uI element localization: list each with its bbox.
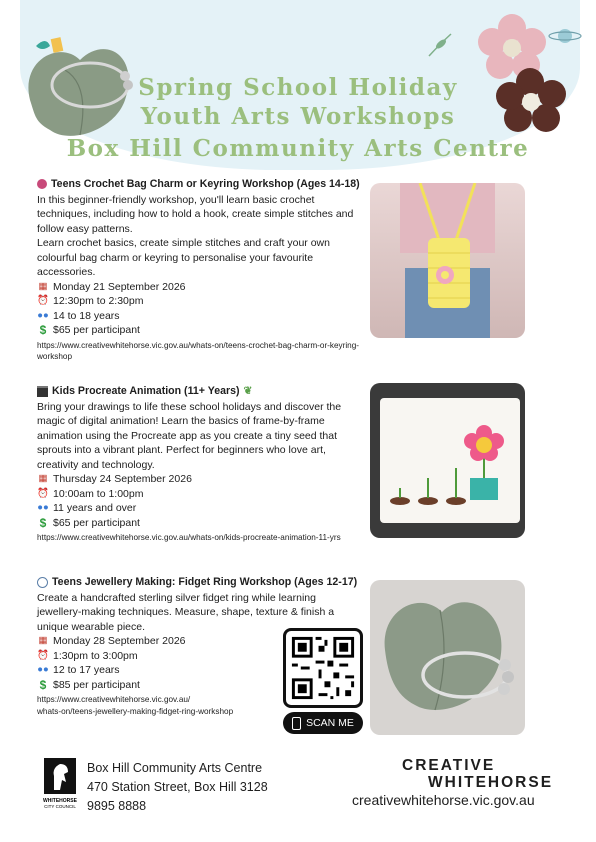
calendar-icon: ▦ [38,635,48,646]
workshop-link-line2[interactable]: whats-on/teens-jewellery-making-fidget-ring-workshop [37,706,234,716]
whitehorse-council-logo [42,758,78,810]
workshop-description-2: Learn crochet basics, create simple stitches and craft your own colourful bag charm or keyring to personalise your favourite accessories. [37,237,330,278]
workshop-title: Kids Procreate Animation (11+ Years) [52,385,240,397]
brand-line2: WHITEHORSE [428,774,554,791]
workshop-description: In this beginner-friendly workshop, you'll learn basic crochet techniques, including how to hold a hook, create simple stitches and follow easy patterns. [37,193,354,235]
workshop-time: 1:30pm to 3:00pm [53,649,138,662]
dollar-icon: $ [39,677,47,692]
workshop-price: $65 per participant [53,324,140,336]
workshop-ages: 12 to 17 years [53,664,120,676]
workshop-ages: 11 years and over [53,502,137,514]
qr-code[interactable] [283,628,363,708]
ring-icon [37,577,48,588]
sparkle-icon [30,32,70,62]
workshop-date: Thursday 24 September 2026 [53,473,192,485]
brand-website[interactable]: creativewhitehorse.vic.gov.au [352,792,535,808]
venue-address: 470 Station Street, Box Hill 3128 [87,780,268,794]
workshop-procreate [37,384,362,544]
workshop-time: 10:00am to 1:00pm [53,487,144,500]
workshop-title: Teens Jewellery Making: Fidget Ring Workshop (Ages 12-17) [52,576,358,588]
header-title-line3: Box Hill Community Arts Centre [66,135,530,162]
seedling-icon: ❦ [243,385,253,397]
venue-contact [87,759,268,816]
workshop-time: 12:30pm to 2:30pm [53,295,144,307]
workshop-link-line1[interactable]: https://www.creativewhitehorse.vic.gov.au/ [37,695,191,704]
yarn-icon [37,179,47,189]
people-icon: ●● [37,309,49,321]
procreate-tablet-photo [370,383,525,538]
workshop-date: Monday 28 September 2026 [53,635,186,647]
workshop-description: Bring your drawings to life these school holidays and discover the magic of digital animation! Learn the basics of frame-by-frame animation using the Procreate app as you create a tiny seed that sprouts into a vibrant plant. Perfect for beginners who love art, creativity and technology. [37,400,342,471]
scan-me-label: SCAN ME [306,717,354,729]
venue-phone[interactable]: 9895 8888 [87,799,147,813]
workshop-price: $65 per participant [53,516,140,529]
workshop-price: $85 per participant [53,678,140,691]
brand-line1: CREATIVE [402,757,496,774]
alarm-clock-icon: ⏰ [37,487,49,499]
calendar-icon: ▦ [38,280,48,292]
workshop-date: Monday 21 September 2026 [53,280,186,293]
dollar-icon: $ [39,515,47,530]
header-title-line1: Spring School Holiday [138,74,458,101]
venue-name: Box Hill Community Arts Centre [87,761,263,775]
alarm-clock-icon: ⏰ [37,649,49,661]
people-icon: ●● [37,664,49,675]
creative-whitehorse-brand [352,757,553,809]
header-title-line2: Youth Arts Workshops [140,103,456,130]
crochet-bag-photo [370,183,525,338]
workshop-description: Create a handcrafted sterling silver fidget ring while learning jewellery-making techniques. Measure, shape, texture & finish a unique wearable piece. [37,591,335,633]
svg-text:WHITEHORSE: WHITEHORSE [43,798,77,804]
svg-text:CITY COUNCIL: CITY COUNCIL [44,804,76,809]
clapperboard-icon [37,386,48,397]
workshop-link[interactable]: https://www.creativewhitehorse.vic.gov.au/whats-on/teens-crochet-bag-charm-or-keyring-workshop [37,340,360,361]
sprig-icon [425,30,455,60]
planet-icon [548,24,582,48]
fidget-ring-photo [370,580,525,735]
scan-me-button[interactable] [283,712,363,734]
dollar-icon: $ [39,323,47,337]
alarm-clock-icon: ⏰ [37,295,49,306]
workshop-crochet [37,177,362,363]
people-icon: ●● [37,502,49,513]
phone-icon [292,717,301,730]
calendar-icon: ▦ [38,473,48,484]
workshop-ages: 14 to 18 years [53,309,120,322]
workshop-link[interactable]: https://www.creativewhitehorse.vic.gov.au/whats-on/kids-procreate-animation-11-yrs [37,533,341,542]
workshop-title: Teens Crochet Bag Charm or Keyring Workshop (Ages 14-18) [51,178,360,190]
